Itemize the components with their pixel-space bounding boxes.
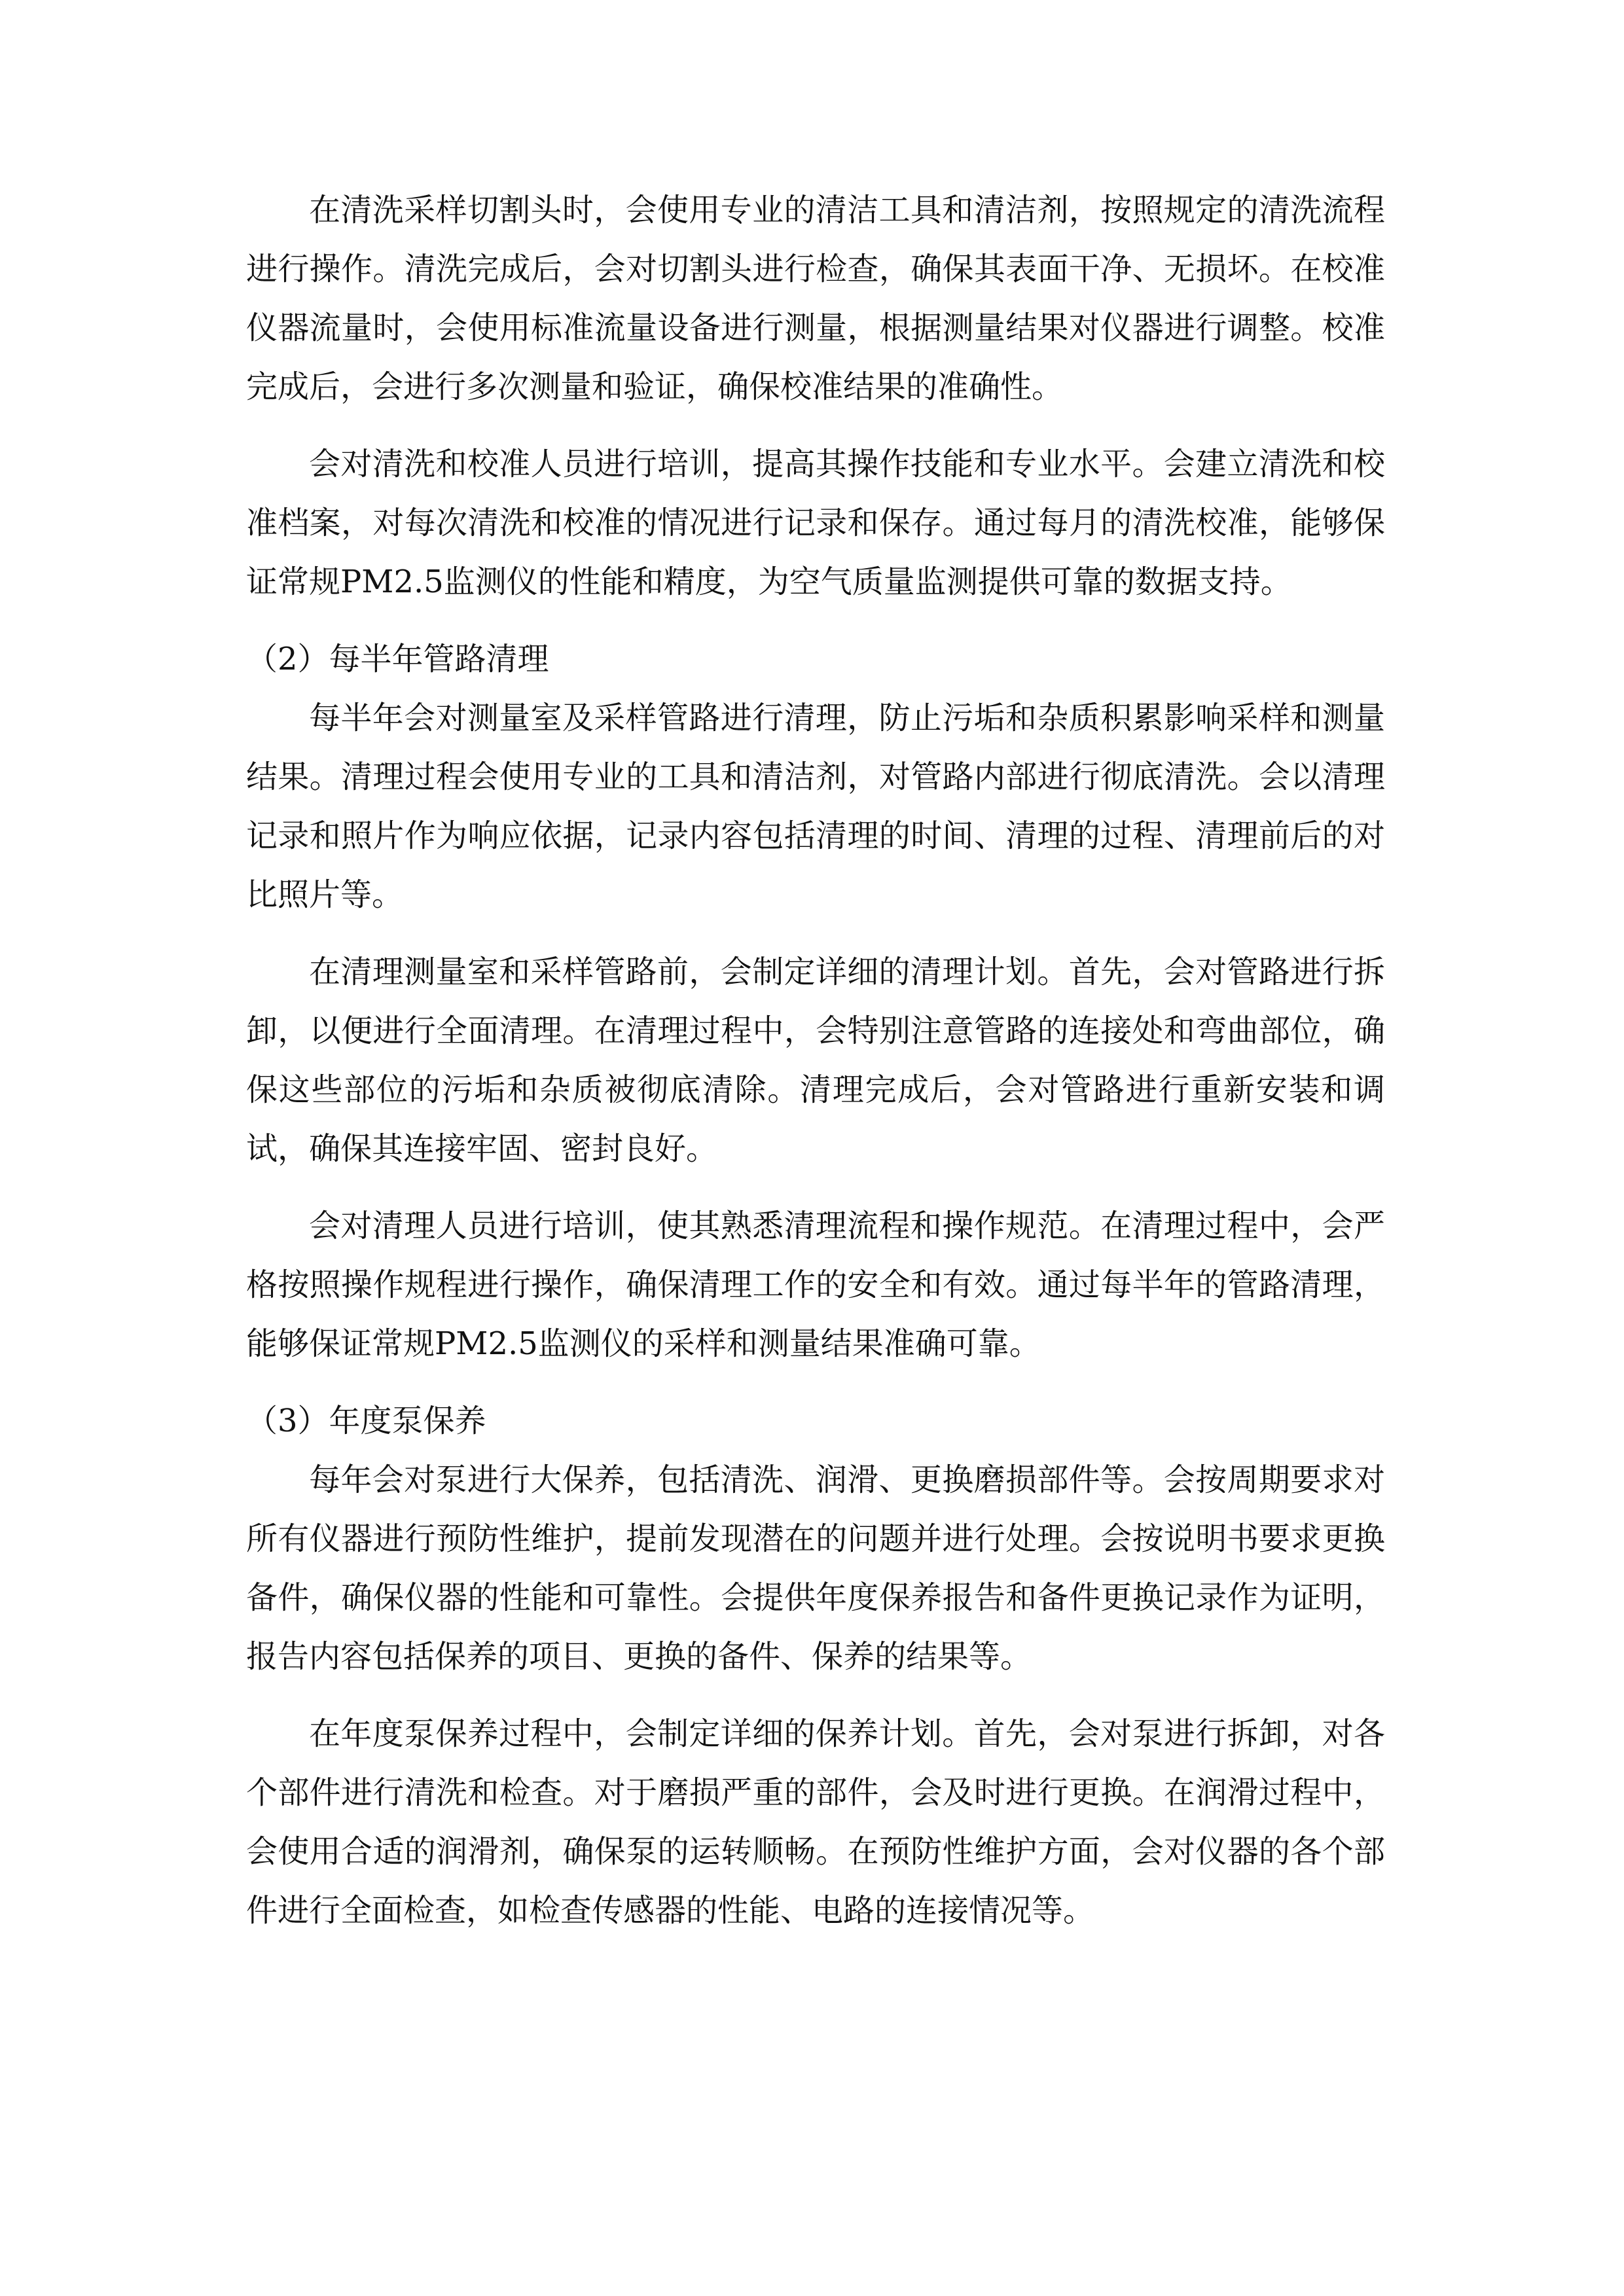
paragraph-pipeline-procedure: 在清理测量室和采样管路前，会制定详细的清理计划。首先，会对管路进行拆卸，以便进行全面清理。在清理过程中，会特别注意管路的连接处和弯曲部位，确保这些部位的污垢和杂质被彻底清除。清理完成后，会对管路进行重新安装和调试，确保其连接牢固、密封良好。 [246,954,1385,1167]
document-body [246,181,1385,1958]
paragraph-pipeline-training: 会对清理人员进行培训，使其熟悉清理流程和操作规范。在清理过程中，会严格按照操作规程进行操作，确保清理工作的安全和有效。通过每半年的管路清理，能够保证常规PM2.5监测仪的采样和测量结果准确可靠。 [246,1208,1385,1362]
paragraph-training-records: 会对清洗和校准人员进行培训，提高其操作技能和专业水平。会建立清洗和校准档案，对每次清洗和校准的情况进行记录和保存。通过每月的清洗校准，能够保证常规PM2.5监测仪的性能和精度，为空气质量监测提供可靠的数据支持。 [246,446,1385,600]
paragraph-pipeline-overview: 每半年会对测量室及采样管路进行清理，防止污垢和杂质积累影响采样和测量结果。清理过程会使用专业的工具和清洁剂，对管路内部进行彻底清洗。会以清理记录和照片作为响应依据，记录内容包括清理的时间、清理的过程、清理前后的对比照片等。 [246,700,1385,913]
paragraph-cleaning-cutter: 在清洗采样切割头时，会使用专业的清洁工具和清洁剂，按照规定的清洗流程进行操作。清洗完成后，会对切割头进行检查，确保其表面干净、无损坏。在校准仪器流量时，会使用标准流量设备进行测量，根据测量结果对仪器进行调整。校准完成后，会进行多次测量和验证，确保校准结果的准确性。 [246,192,1385,405]
section-heading-pump-maintenance: （3）年度泵保养 [246,1403,486,1439]
paragraph-pump-overview: 每年会对泵进行大保养，包括清洗、润滑、更换磨损部件等。会按周期要求对所有仪器进行预防性维护，提前发现潜在的问题并进行处理。会按说明书要求更换备件，确保仪器的性能和可靠性。会提供年度保养报告和备件更换记录作为证明，报告内容包括保养的项目、更换的备件、保养的结果等。 [246,1462,1385,1675]
section-heading-pipeline-cleaning: （2）每半年管路清理 [246,641,549,677]
paragraph-pump-procedure: 在年度泵保养过程中，会制定详细的保养计划。首先，会对泵进行拆卸，对各个部件进行清洗和检查。对于磨损严重的部件，会及时进行更换。在润滑过程中，会使用合适的润滑剂，确保泵的运转顺畅。在预防性维护方面，会对仪器的各个部件进行全面检查，如检查传感器的性能、电路的连接情况等。 [246,1715,1385,1929]
